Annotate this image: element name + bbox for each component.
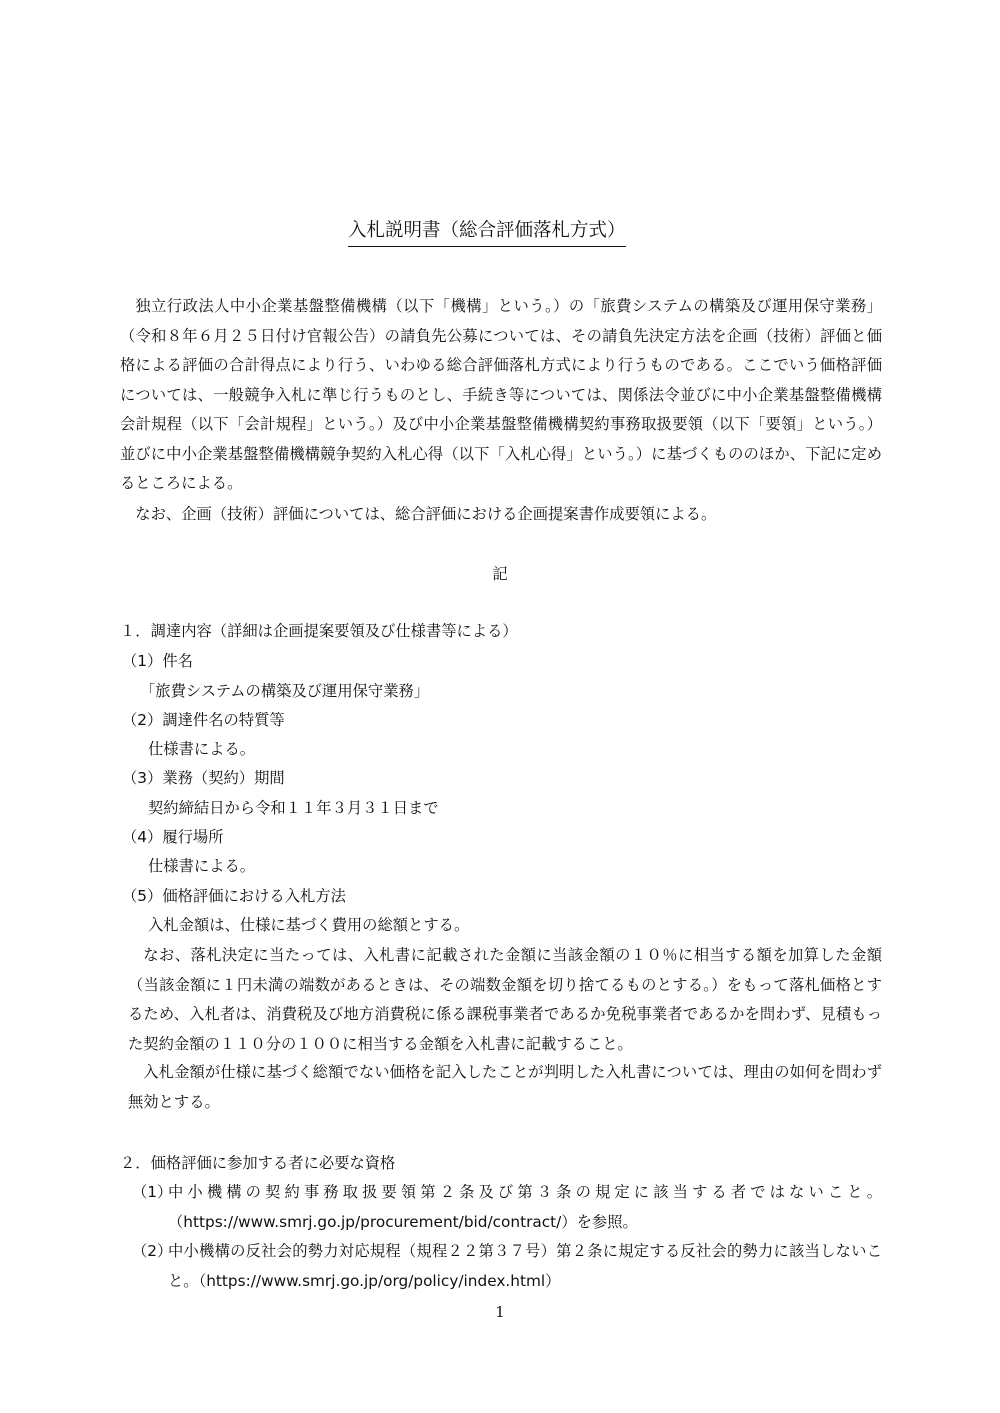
intro-paragraph-2: なお、企画（技術）評価については、総合評価における企画提案書作成要領による。 [135, 505, 717, 523]
section1-item5-label: （5）価格評価における入札方法 [122, 887, 346, 905]
section1-heading: １．調達内容（詳細は企画提案要領及び仕様書等による） [120, 622, 518, 640]
section1-item2-label: （2）調達件名の特質等 [122, 711, 285, 729]
section1-item4-label: （4）履行場所 [122, 828, 224, 846]
section2-item2-text: 中小機構の反社会的勢力対応規程（規程２２第３７号）第２条に規定する反社会的勢力に該当しないこと。（https://www.smrj.go.jp/org/policy/index.html） [168, 1242, 882, 1290]
intro-paragraph-1: 独立行政法人中小企業基盤整備機構（以下「機構」という。）の「旅費システムの構築及び運用保守業務」（令和８年６月２５日付け官報公告）の請負先公募については、その請負先決定方法を企画（技術）評価と価格による評価の合計得点により行う、いわゆる総合評価落札方式により行うものである。ここでいう価格評価については、一般競争入札に準じ行うものとし、手続き等については、関係法令並びに中小企業基盤整備機構会計規程（以下「会計規程」という。）及び中小企業基盤整備機構契約事務取扱要領（以下「要領」という。）並びに中小企業基盤整備機構競争契約入札心得（以下「入札心得」という。）に基づくもののほか、下記に定めるところによる。 [120, 297, 882, 492]
section1-item4-text: 仕様書による。 [148, 857, 256, 875]
section1-item1-label: （1）件名 [122, 652, 193, 670]
section2-item1-number: （1） [132, 1183, 173, 1201]
section2-item1-text: 中小機構の契約事務取扱要領第２条及び第３条の規定に該当する者ではないこと。（https://www.smrj.go.jp/procurement/bid/contract/）を参照。 [168, 1183, 882, 1231]
section1-item5-paragraph3: 入札金額が仕様に基づく総額でない価格を記入したことが判明した入札書については、理由の如何を問わず無効とする。 [128, 1063, 882, 1111]
section2-item2 [132, 1237, 882, 1296]
section1-item2-text: 仕様書による。 [148, 740, 256, 758]
section1-item1-text: 「旅費システムの構築及び運用保守業務」 [140, 682, 430, 700]
section1-item5-paragraph2: なお、落札決定に当たっては、入札書に記載された金額に当該金額の１０％に相当する額を加算した金額（当該金額に１円未満の端数があるときは、その端数金額を切り捨てるものとする。）をもって落札価格とするため、入札者は、消費税及び地方消費税に係る課税事業者であるか免税事業者であるかを問わず、見積もった契約金額の１１０分の１００に相当する金額を入札書に記載すること。 [128, 946, 882, 1053]
section2-item2-number: （2） [132, 1242, 173, 1260]
section1-item5-paragraph1: 入札金額は、仕様に基づく費用の総額とする。 [148, 916, 470, 934]
section1-item3-label: （3）業務（契約）期間 [122, 769, 285, 787]
section2-heading: ２．価格評価に参加する者に必要な資格 [120, 1154, 396, 1172]
ki-heading: 記 [492, 565, 508, 583]
page-number: 1 [495, 1303, 505, 1321]
section1-item3-text: 契約締結日から令和１１年３月３１日まで [148, 799, 439, 817]
section2-item1 [132, 1178, 882, 1237]
document-title: 入札説明書（総合評価落札方式） [348, 218, 626, 247]
